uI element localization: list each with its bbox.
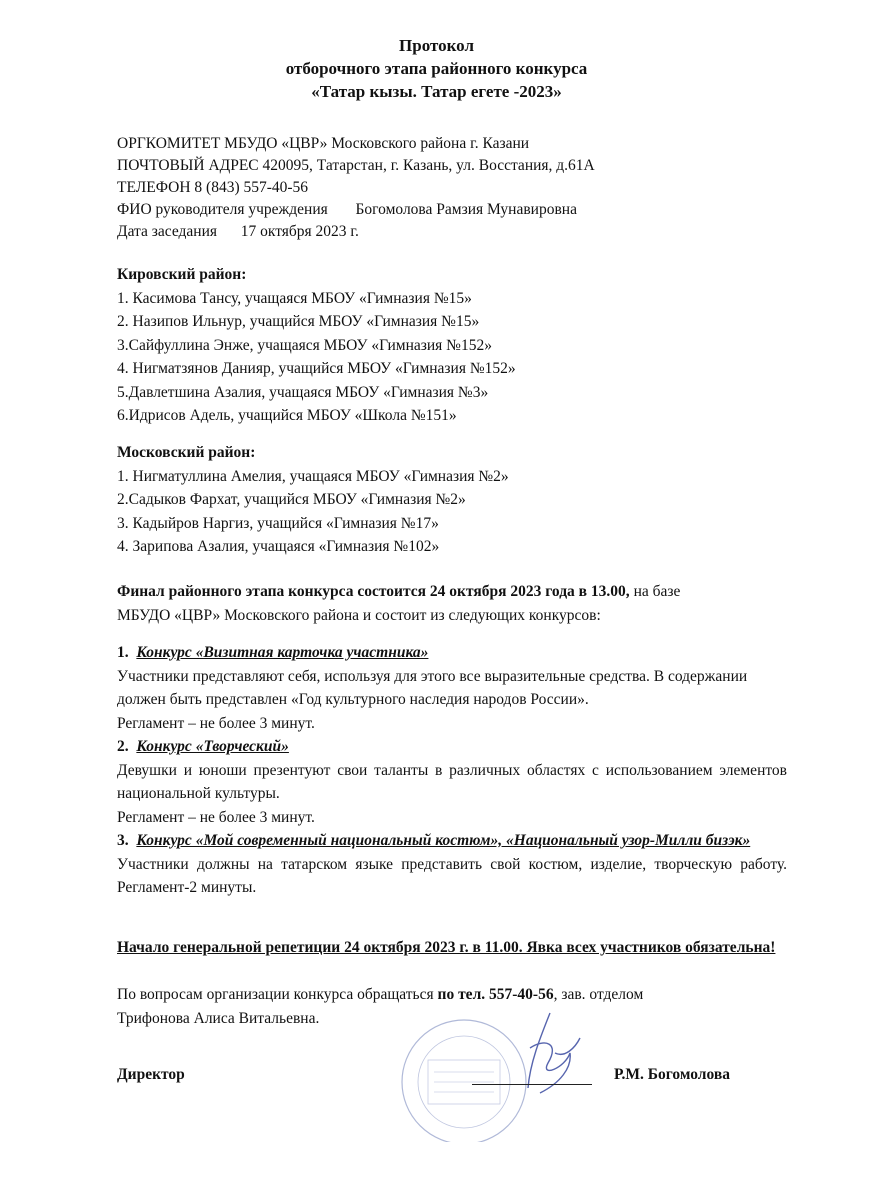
org-date-label: Дата заседания — [117, 223, 218, 240]
final-section — [117, 580, 787, 627]
contest-title: Конкурс «Творческий» — [136, 738, 289, 755]
contact-suffix: , зав. отделом — [553, 986, 644, 1003]
contests-section — [117, 641, 787, 900]
list-item: 6.Идрисов Адель, учащийся МБОУ «Школа №151» — [117, 407, 457, 424]
org-info — [117, 133, 787, 243]
list-item: 2. Назипов Ильнур, учащийся МБОУ «Гимназия №15» — [117, 313, 480, 330]
org-phone: ТЕЛЕФОН 8 (843) 557-40-56 — [117, 179, 309, 196]
kirov-section — [117, 263, 787, 428]
contest-regulation: Регламент – не более 3 минут. — [117, 714, 315, 732]
moscow-title: Московский район: — [117, 444, 256, 461]
contest-regulation: Регламент – не более 3 минут. — [117, 808, 315, 826]
list-item: 4. Нигматзянов Данияр, учащийся МБОУ «Гимназия №152» — [117, 360, 516, 377]
contact-phone: по тел. 557-40-56 — [437, 986, 554, 1003]
signature-line — [472, 1084, 592, 1085]
contest-number: 1. — [117, 644, 129, 661]
moscow-section — [117, 441, 787, 559]
list-item: 4. Зарипова Азалия, учащаяся «Гимназия №102» — [117, 538, 440, 555]
kirov-title: Кировский район: — [117, 266, 247, 283]
document-title — [0, 34, 873, 103]
org-date — [117, 221, 787, 243]
contact-person: Трифонова Алиса Витальевна. — [117, 1009, 320, 1027]
contest-number: 2. — [117, 738, 129, 755]
list-item: 1. Нигматуллина Амелия, учащаяся МБОУ «Гимназия №2» — [117, 467, 509, 485]
title-line-1: Протокол — [399, 36, 474, 55]
contest-1 — [117, 641, 787, 735]
contest-3 — [117, 829, 787, 900]
rehearsal-notice: Начало генеральной репетиции 24 октября 2023 г. в 11.00. Явка всех участников обязательна! — [117, 939, 776, 956]
contest-title: Конкурс «Мой современный национальный костюм», «Национальный узор-Милли бизэк» — [136, 832, 751, 849]
org-address: ПОЧТОВЫЙ АДРЕС 420095, Татарстан, г. Казань, ул. Восстания, д.61А — [117, 157, 595, 174]
final-text: на базе — [629, 583, 681, 600]
title-line-3: «Татар кызы. Татар егете -2023» — [311, 82, 562, 101]
final-line-2: МБУДО «ЦВР» Московского района и состоит из следующих конкурсов: — [117, 606, 601, 624]
org-head — [117, 199, 787, 221]
signature-row — [117, 1066, 757, 1092]
rehearsal-section — [117, 936, 787, 960]
list-item: 2.Садыков Фархат, учащийся МБОУ «Гимназия №2» — [117, 491, 466, 508]
org-head-label: ФИО руководителя учреждения — [117, 201, 328, 218]
org-head-value: Богомолова Рамзия Мунавировна — [355, 201, 577, 218]
org-date-value: 17 октября 2023 г. — [240, 223, 359, 240]
list-item: 5.Давлетшина Азалия, учащаяся МБОУ «Гимназия №3» — [117, 383, 489, 401]
contest-description: Участники должны на татарском языке представить свой костюм, изделие, творческую работу. Регламент-2 минуты. — [117, 855, 787, 896]
contact-prefix: По вопросам организации конкурса обращаться — [117, 986, 438, 1003]
signature-name: Р.М. Богомолова — [614, 1066, 730, 1083]
contest-description: Девушки и юноши презентуют свои таланты в различных областях с использованием элементов национальной культуры. — [117, 761, 787, 802]
contest-2 — [117, 735, 787, 829]
title-line-2: отборочного этапа районного конкурса — [285, 59, 588, 78]
list-item: 3. Кадыйров Наргиз, учащийся «Гимназия №17» — [117, 514, 439, 532]
signature-role: Директор — [117, 1066, 185, 1083]
contest-number: 3. — [117, 832, 129, 849]
org-committee: ОРГКОМИТЕТ МБУДО «ЦВР» Московского района г. Казани — [117, 135, 530, 152]
list-item: 3.Сайфуллина Энже, учащаяся МБОУ «Гимназия №152» — [117, 336, 492, 354]
list-item: 1. Касимова Тансу, учащаяся МБОУ «Гимназия №15» — [117, 289, 472, 307]
contest-title: Конкурс «Визитная карточка участника» — [136, 644, 429, 661]
final-date-bold: Финал районного этапа конкурса состоится 24 октября 2023 года в 13.00, — [117, 583, 630, 600]
contest-description: Участники представляют себя, используя для этого все выразительные средства. В содержании должен быть представлен «Год культурного наследия народов России». — [117, 667, 748, 708]
